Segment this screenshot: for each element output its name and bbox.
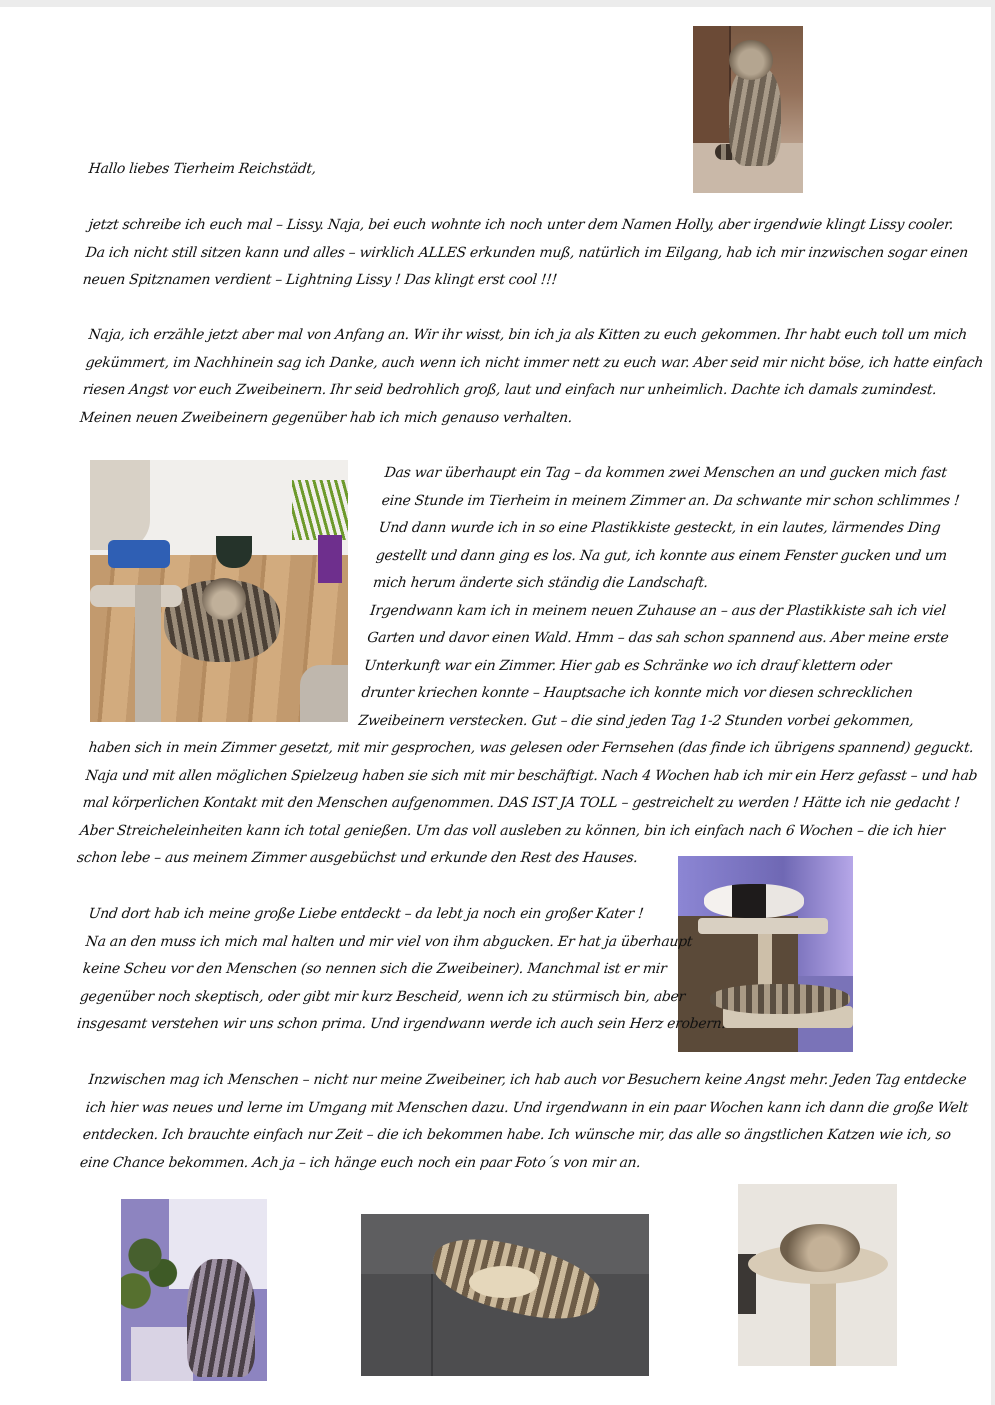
paragraph-2 — [78, 322, 987, 432]
paragraph-3-full — [76, 735, 982, 873]
text-line: Meinen neuen Zweibeinern gegenüber hab ich mich genauso verhalten. — [79, 409, 573, 426]
paragraph-1 — [81, 212, 972, 295]
text-line: keine Scheu vor den Menschen (so nennen sich die Zweibeiner). Manchmal ist er mir — [82, 961, 668, 977]
text-line: Irgendwann kam ich in meinem neuen Zuhause an – aus der Plastikkiste sah ich viel — [369, 602, 947, 619]
photo-cat-with-plant — [121, 1199, 267, 1381]
paragraph-5 — [78, 1067, 972, 1177]
text-line: Naja und mit allen möglichen Spielzeug haben sie sich mit mir beschäftigt. Nach 4 Wochen hab ich mir ein Herz gefasst – und hab — [84, 767, 979, 784]
text-line: Inzwischen mag ich Menschen – nicht nur meine Zweibeiner, ich hab auch vor Besuchern keine Angst mehr. Jeden Tag entdecke — [87, 1072, 968, 1088]
text-line: gegenüber noch skeptisch, oder gibt mir kurz Bescheid, wenn ich zu stürmisch bin, aber — [79, 988, 686, 1005]
text-line: ich hier was neues und lerne im Umgang mit Menschen dazu. Und irgendwann in ein paar Wochen kann ich dann die große Welt — [84, 1099, 969, 1116]
text-line: mich herum änderte sich ständig die Landschaft. — [372, 575, 709, 591]
photo-kitten-floor — [90, 460, 348, 722]
text-line: entdecken. Ich brauchte einfach nur Zeit – die ich bekommen habe. Ich wünsche mir, das alle so ängstlichen Katzen wie ich, so — [82, 1127, 952, 1143]
text-line: Und dann wurde ich in so eine Plastikkiste gesteckt, in ein lautes, lärmendes Ding — [378, 520, 942, 536]
text-line: eine Chance bekommen. Ach ja – ich hänge euch noch ein paar Foto´s von mir an. — [79, 1154, 642, 1171]
text-line: drunter kriechen konnte – Hauptsache ich konnte mich vor diesen schrecklichen — [360, 685, 914, 701]
text-line: Na an den muss ich mich mal halten und mir viel von ihm abgucken. Er hat ja überhaupt — [84, 933, 694, 950]
greeting-line: Hallo liebes Tierheim Reichstädt, — [87, 161, 317, 177]
letter-greeting — [87, 156, 317, 184]
text-line: eine Stunde im Tierheim in meinem Zimmer an. Da schwante mir schon schlimmes ! — [380, 492, 961, 509]
text-line: jetzt schreibe ich euch mal – Lissy. Naja, bei euch wohnte ich noch unter dem Namen Holly, aber irgendwie klingt Lissy cooler. — [87, 217, 955, 233]
text-line: Naja, ich erzähle jetzt aber mal von Anfang an. Wir ihr wisst, bin ich ja als Kitten zu euch gekommen. Ihr habt euch toll um mich — [87, 327, 968, 343]
text-line: schon lebe – aus meinem Zimmer ausgebüchst und erkunde den Rest des Hauses. — [76, 850, 639, 866]
photo-cat-in-bed — [738, 1184, 897, 1366]
text-line: Da ich nicht still sitzen kann und alles – wirklich ALLES erkunden muß, natürlich im Eilgang, hab ich mir inzwischen sogar einen — [84, 244, 969, 261]
text-line: neuen Spitznamen verdient – Lightning Lissy ! Das klingt erst cool !!! — [82, 272, 558, 288]
photo-cat-sitting — [693, 26, 803, 193]
text-line: Und dort hab ich meine große Liebe entdeckt – da lebt ja noch ein großer Kater ! — [87, 906, 645, 922]
paragraph-4 — [76, 901, 739, 1039]
text-line: insgesamt verstehen wir uns schon prima. Und irgendwann werde ich auch sein Herz erobern. — [76, 1016, 727, 1032]
photo-cat-on-sofa — [361, 1214, 649, 1376]
text-line: Garten und davor einen Wald. Hmm – das sah schon spannend aus. Aber meine erste — [366, 630, 950, 646]
text-line: riesen Angst vor euch Zweibeinern. Ihr seid bedrohlich groß, laut und einfach nur unheimlich. Dachte ich damals zumindest. — [82, 382, 938, 398]
paragraph-3-side — [357, 460, 967, 735]
text-line: gekümmert, im Nachhinein sag ich Danke, auch wenn ich nicht immer nett zu euch war. Aber seid mir nicht böse, ich hatte einfach — [84, 354, 984, 371]
text-line: Unterkunft war ein Zimmer. Hier gab es Schränke wo ich drauf klettern oder — [363, 657, 893, 674]
text-line: haben sich in mein Zimmer gesetzt, mit mir gesprochen, was gelesen oder Fernsehen (das finde ich übrigens spannend) geguckt. — [87, 740, 975, 756]
text-line: Das war überhaupt ein Tag – da kommen zwei Menschen an und gucken mich fast — [383, 465, 948, 481]
text-line: Zweibeinern verstecken. Gut – die sind jeden Tag 1-2 Stunden vorbei gekommen, — [357, 712, 915, 729]
text-line: mal körperlichen Kontakt mit den Menschen aufgenommen. DAS IST JA TOLL – gestreichelt zu werden ! Hätte ich nie gedacht ! — [82, 795, 961, 811]
text-line: Aber Streicheleinheiten kann ich total genießen. Um das voll ausleben zu können, bin ich einfach nach 6 Wochen – die ich hier — [79, 822, 946, 839]
text-line: gestellt und dann ging es los. Na gut, ich konnte aus einem Fenster gucken und um — [375, 547, 948, 564]
